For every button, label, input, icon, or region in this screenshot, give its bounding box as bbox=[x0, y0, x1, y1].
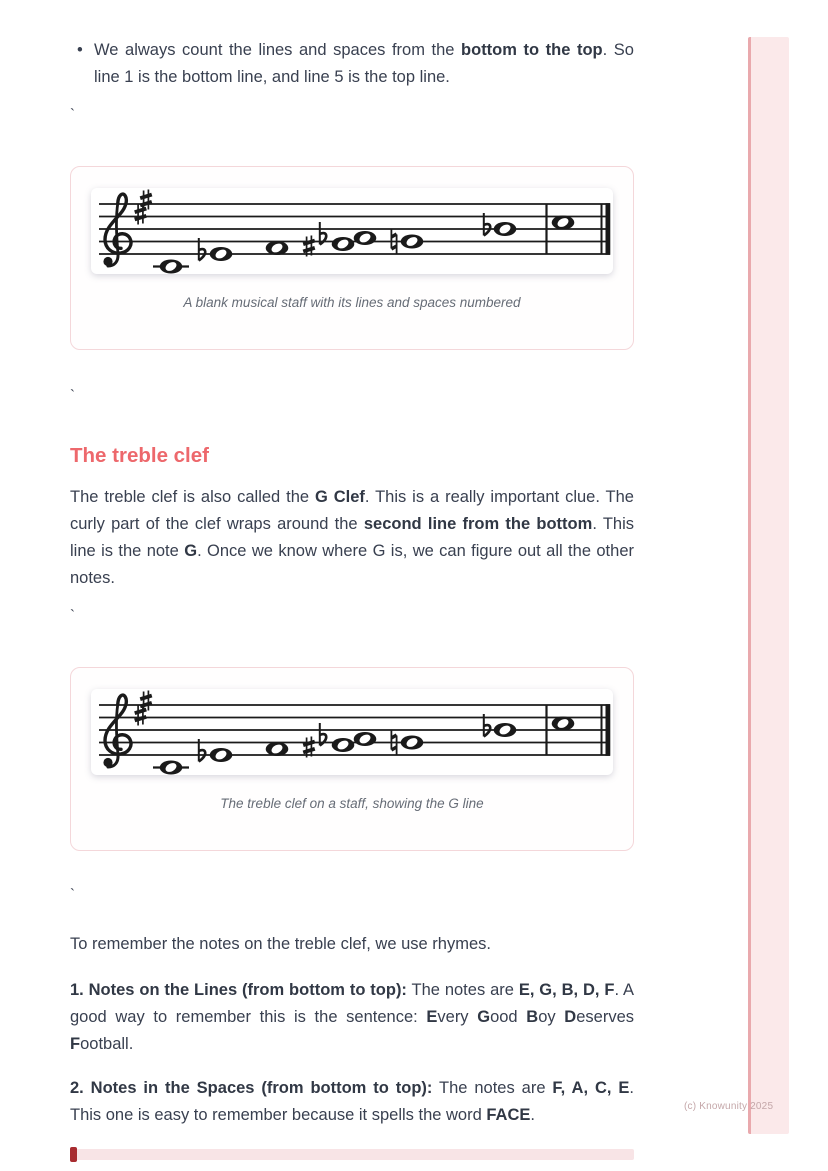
paragraph-notes-on-lines: 1. Notes on the Lines (from bottom to top): The notes are E, G, B, D, F. A good way to remember this is the sentence: Every Good Boy Deserves Football. bbox=[70, 981, 634, 1053]
stray-backtick: ` bbox=[70, 106, 75, 123]
list-item bbox=[70, 37, 634, 91]
progress-bar-cap bbox=[70, 1147, 77, 1162]
staff-image-2 bbox=[91, 689, 613, 775]
progress-bar bbox=[70, 1149, 634, 1160]
list-item-text: We always count the lines and spaces from the bottom to the top. So line 1 is the bottom line, and line 5 is the top line. bbox=[94, 41, 634, 86]
content-column bbox=[70, 0, 634, 1160]
bullet-marker: • bbox=[77, 41, 83, 59]
scrollbar[interactable] bbox=[748, 37, 789, 1134]
stray-backtick: ` bbox=[70, 886, 75, 903]
figure-caption: The treble clef on a staff, showing the G line bbox=[220, 796, 484, 811]
stray-backtick: ` bbox=[70, 607, 75, 624]
figure-caption: A blank musical staff with its lines and spaces numbered bbox=[183, 295, 521, 310]
copyright-watermark: (c) Knowunity 2025 bbox=[684, 1101, 774, 1112]
staff-image-1 bbox=[91, 188, 613, 274]
musical-staff-svg bbox=[91, 188, 613, 274]
paragraph-treble-clef: The treble clef is also called the G Clef. This is a really important clue. The curly part of the clef wraps around the second line from the bottom. This line is the note G. Once we know where G is, we can figure out all the other notes. bbox=[70, 488, 635, 587]
musical-staff-svg bbox=[91, 689, 613, 775]
paragraph-notes-in-spaces: 2. Notes in the Spaces (from bottom to top): The notes are F, A, C, E. This one is easy to remember because it spells the word FACE. bbox=[70, 1079, 634, 1124]
stray-backtick: ` bbox=[70, 387, 75, 404]
paragraph-rhymes-intro: To remember the notes on the treble clef, we use rhymes. bbox=[70, 935, 491, 953]
figure-card-1 bbox=[70, 166, 634, 350]
section-heading: The treble clef bbox=[70, 444, 209, 467]
figure-card-2 bbox=[70, 667, 634, 851]
